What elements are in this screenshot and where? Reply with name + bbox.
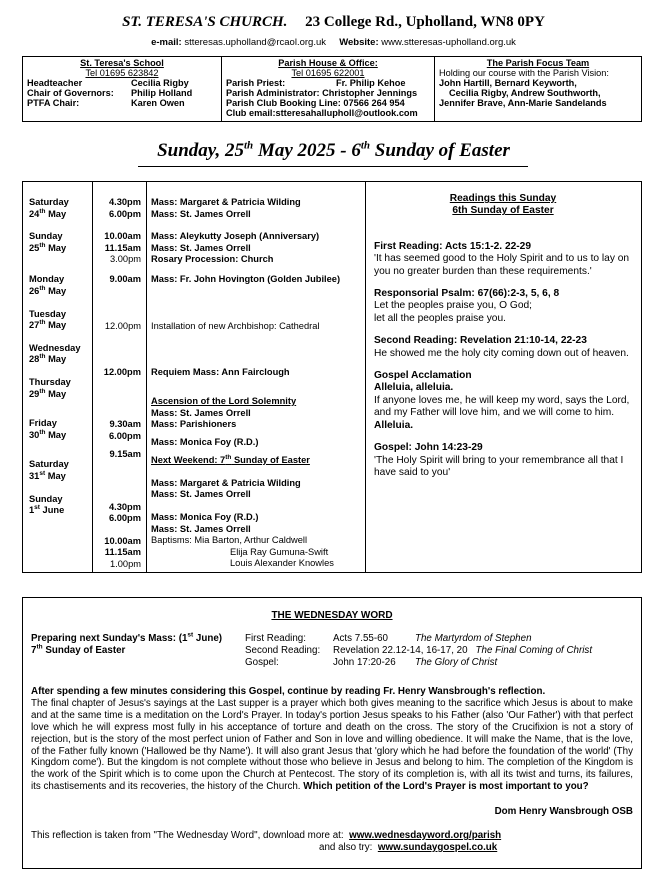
event: Mass: Monica Foy (R.D.) [151,512,259,523]
table-row: Second Reading: Revelation 22.12-14, 16-17, 20 The Final Coming of Christ [245,645,593,656]
event: Installation of new Archbishop: Cathedral [151,320,320,331]
focus-line: Holding our course with the Parish Vision: [439,68,609,78]
prep-heading: Preparing next Sunday's Mass: (1st June) 7th Sunday of Easter [31,631,223,656]
reflection-question: Which petition of the Lord's Prayer is most important to you? [303,781,589,793]
event: Mass: Fr. John Hovington (Golden Jubilee) [151,274,341,285]
table-row: First Reading: Acts 7.55-60 The Martyrdom of Stephen [245,633,532,644]
parish-house-tel: Tel 01695 622001 [291,68,365,78]
wednesday-word-title: THE WEDNESDAY WORD [271,610,393,621]
school-row: Chair of Governors: Philip Holland [27,88,193,98]
event: Elija Ray Gumuna-Swift [230,546,329,557]
event: Mass: Aleykutty Joseph (Anniversary) [151,231,320,242]
column-divider [146,182,147,572]
event: Baptisms: Mia Barton, Arthur Caldwell [151,535,308,546]
contacts-box [22,56,642,122]
event: Mass: Parishioners [151,419,237,430]
event: Requiem Mass: Ann Fairclough [151,366,290,377]
focus-team-column [435,57,641,121]
event: Louis Alexander Knowles [230,558,334,569]
column-divider [365,182,366,572]
event: Rosary Procession: Church [151,254,274,265]
school-title: St. Teresa's School [80,58,164,68]
email-link[interactable]: stteresas.upholland@rcaol.org.uk [184,37,326,48]
reflection-body: The final chapter of Jesus's sayings at the Last supper is a prayer which both gives meaning to the sacrifice which Jesus is about to make and at the same time is a meditation on the Lord's Prayer. In today's portion Jesus speaks to his Father (also 'Our Father') with that perfect love which he will express most fully in his acceptance of torture and death on the cross. The story of the Crucifixion is not a story of rejection, but is the story of the most perfect union of Father and Son in love and willing obedience. It will make the Name, that is the love, of the Father fully known ('Hallowed be thy Name'). It will also grant Jesus that 'glory which he had before the foundation of the world' (Thy Kingdom come'). But the kingdom is not complete without those who believe in Jesus and belong to him. The completion of the Kingdom is the work of the Spirit which is to come upon the Church at Pentecost. The story of its completion is, with all its twist and turns, its failures, its chastisements and its recoveries, the history of the Church. [31,697,633,793]
wednesday-word-link[interactable]: www.wednesdayword.org/parish [349,830,502,841]
sunday-gospel-link[interactable]: www.sundaygospel.co.uk [377,842,498,853]
readings-subheading: 6th Sunday of Easter [452,205,554,217]
contact-line [0,37,667,48]
gospel-text: 'The Holy Spirit will bring to your remembrance all that I have said to you' [374,454,624,478]
day-column: Saturday 24th May Sunday 25th May Monday 26th May Tuesday 27th May Wednesday 28th May Thursday 29th May Friday 30th May Saturday 31st May Sunday 1st June [29,197,81,516]
acclamation-text: If anyone loves me, he will keep my word, says the Lord, and my Father will love him, and we will come to him. [374,394,630,419]
parish-house-column [222,57,435,121]
psalm-text: let all the peoples praise you. [374,312,506,324]
website-label: Website: [339,37,379,48]
church-name: ST. TERESA'S CHURCH. [122,14,288,30]
acclamation-alleluia: Alleluia, alleluia. [374,382,454,394]
event: Mass: St. James Orrell [151,407,251,418]
event: Mass: St. James Orrell [151,208,251,219]
club-email: Club email:stteresahallupholl@outlook.com [226,108,418,118]
email-label: e-mail: [151,37,182,48]
school-column [23,57,222,121]
priest-row: Parish Priest: Fr. Philip Kehoe [226,78,406,88]
time-column: 4.30pm 6.00pm 10.00am 11.15am 3.00pm 9.00am 12.00pm 12.00pm 9.30am 6.00pm 9.15am 4.30pm 6.00pm 10.00am 11.15am 1.00pm [103,197,141,569]
event: Mass: Margaret & Patricia Wilding [151,197,301,207]
event-heading: Ascension of the Lord Solemnity [151,396,297,407]
gospel-label: Gospel: John 14:23-29 [374,442,483,454]
page-title: Sunday, 25th May 2025 - 6th Sunday of Easter [157,139,510,161]
school-tel: Tel 01695 623842 [85,68,159,78]
event: Mass: Monica Foy (R.D.) [151,437,259,448]
website-link[interactable]: www.stteresas-upholland.org.uk [381,37,516,48]
event: Mass: St. James Orrell [151,489,251,500]
acclamation-alleluia: Alleluia. [374,419,414,431]
readings-panel [374,193,632,479]
parish-house-title: Parish House & Office: [278,58,378,68]
parish-admin: Parish Administrator: Christopher Jennings [226,88,418,98]
table-row: Gospel: John 17:20-26 The Glory of Christ [245,657,498,668]
first-reading-label: First Reading: Acts 15:1-2. 22-29 [374,240,532,252]
reflection-intro: After spending a few minutes considering this Gospel, continue by reading Fr. Henry Wansbrough's reflection. [31,686,546,697]
school-row: Headteacher Cecilia Rigby [27,78,189,88]
readings-heading: Readings this Sunday [449,193,557,204]
wednesday-word-box [22,597,642,869]
church-header [0,14,667,31]
first-reading-text: 'It has seemed good to the Holy Spirit and to us to lay on you no greater burden than these requirements.' [374,253,630,277]
focus-team-title: The Parish Focus Team [486,58,590,68]
title-underline [138,166,528,167]
focus-line: Cecilia Rigby, Andrew Southworth, [449,88,601,98]
next-readings-table [245,633,640,669]
focus-line: John Hartill, Bernard Keyworth, [439,78,577,88]
reflection-text [31,686,633,793]
second-reading-label: Second Reading: Revelation 21:10-14, 22-23 [374,335,587,347]
focus-line: Jennifer Brave, Ann-Marie Sandelands [439,98,607,108]
school-row: PTFA Chair: Karen Owen [27,98,185,108]
psalm-label: Responsorial Psalm: 67(66):2-3, 5, 6, 8 [374,288,560,300]
club-booking: Parish Club Booking Line: 07566 264 954 [226,98,405,108]
reflection-footer: This reflection is taken from "The Wednesday Word", download more at: www.wednesdayword.org/parish and also try: www.sundaygospel.co.uk [31,830,502,853]
events-column [151,197,365,570]
event-heading: Next Weekend: 7th Sunday of Easter [151,453,310,465]
event: Mass: St. James Orrell [151,523,251,534]
event: Mass: Margaret & Patricia Wilding [151,477,301,488]
second-reading-text: He showed me the holy city coming down out of heaven. [374,347,629,359]
psalm-text: Let the peoples praise you, O God; [374,300,533,312]
church-address: 23 College Rd., Upholland, WN8 0PY [305,14,545,30]
acclamation-label: Gospel Acclamation [374,370,472,382]
event: Mass: St. James Orrell [151,242,251,253]
reflection-author: Dom Henry Wansbrough OSB [494,806,633,817]
